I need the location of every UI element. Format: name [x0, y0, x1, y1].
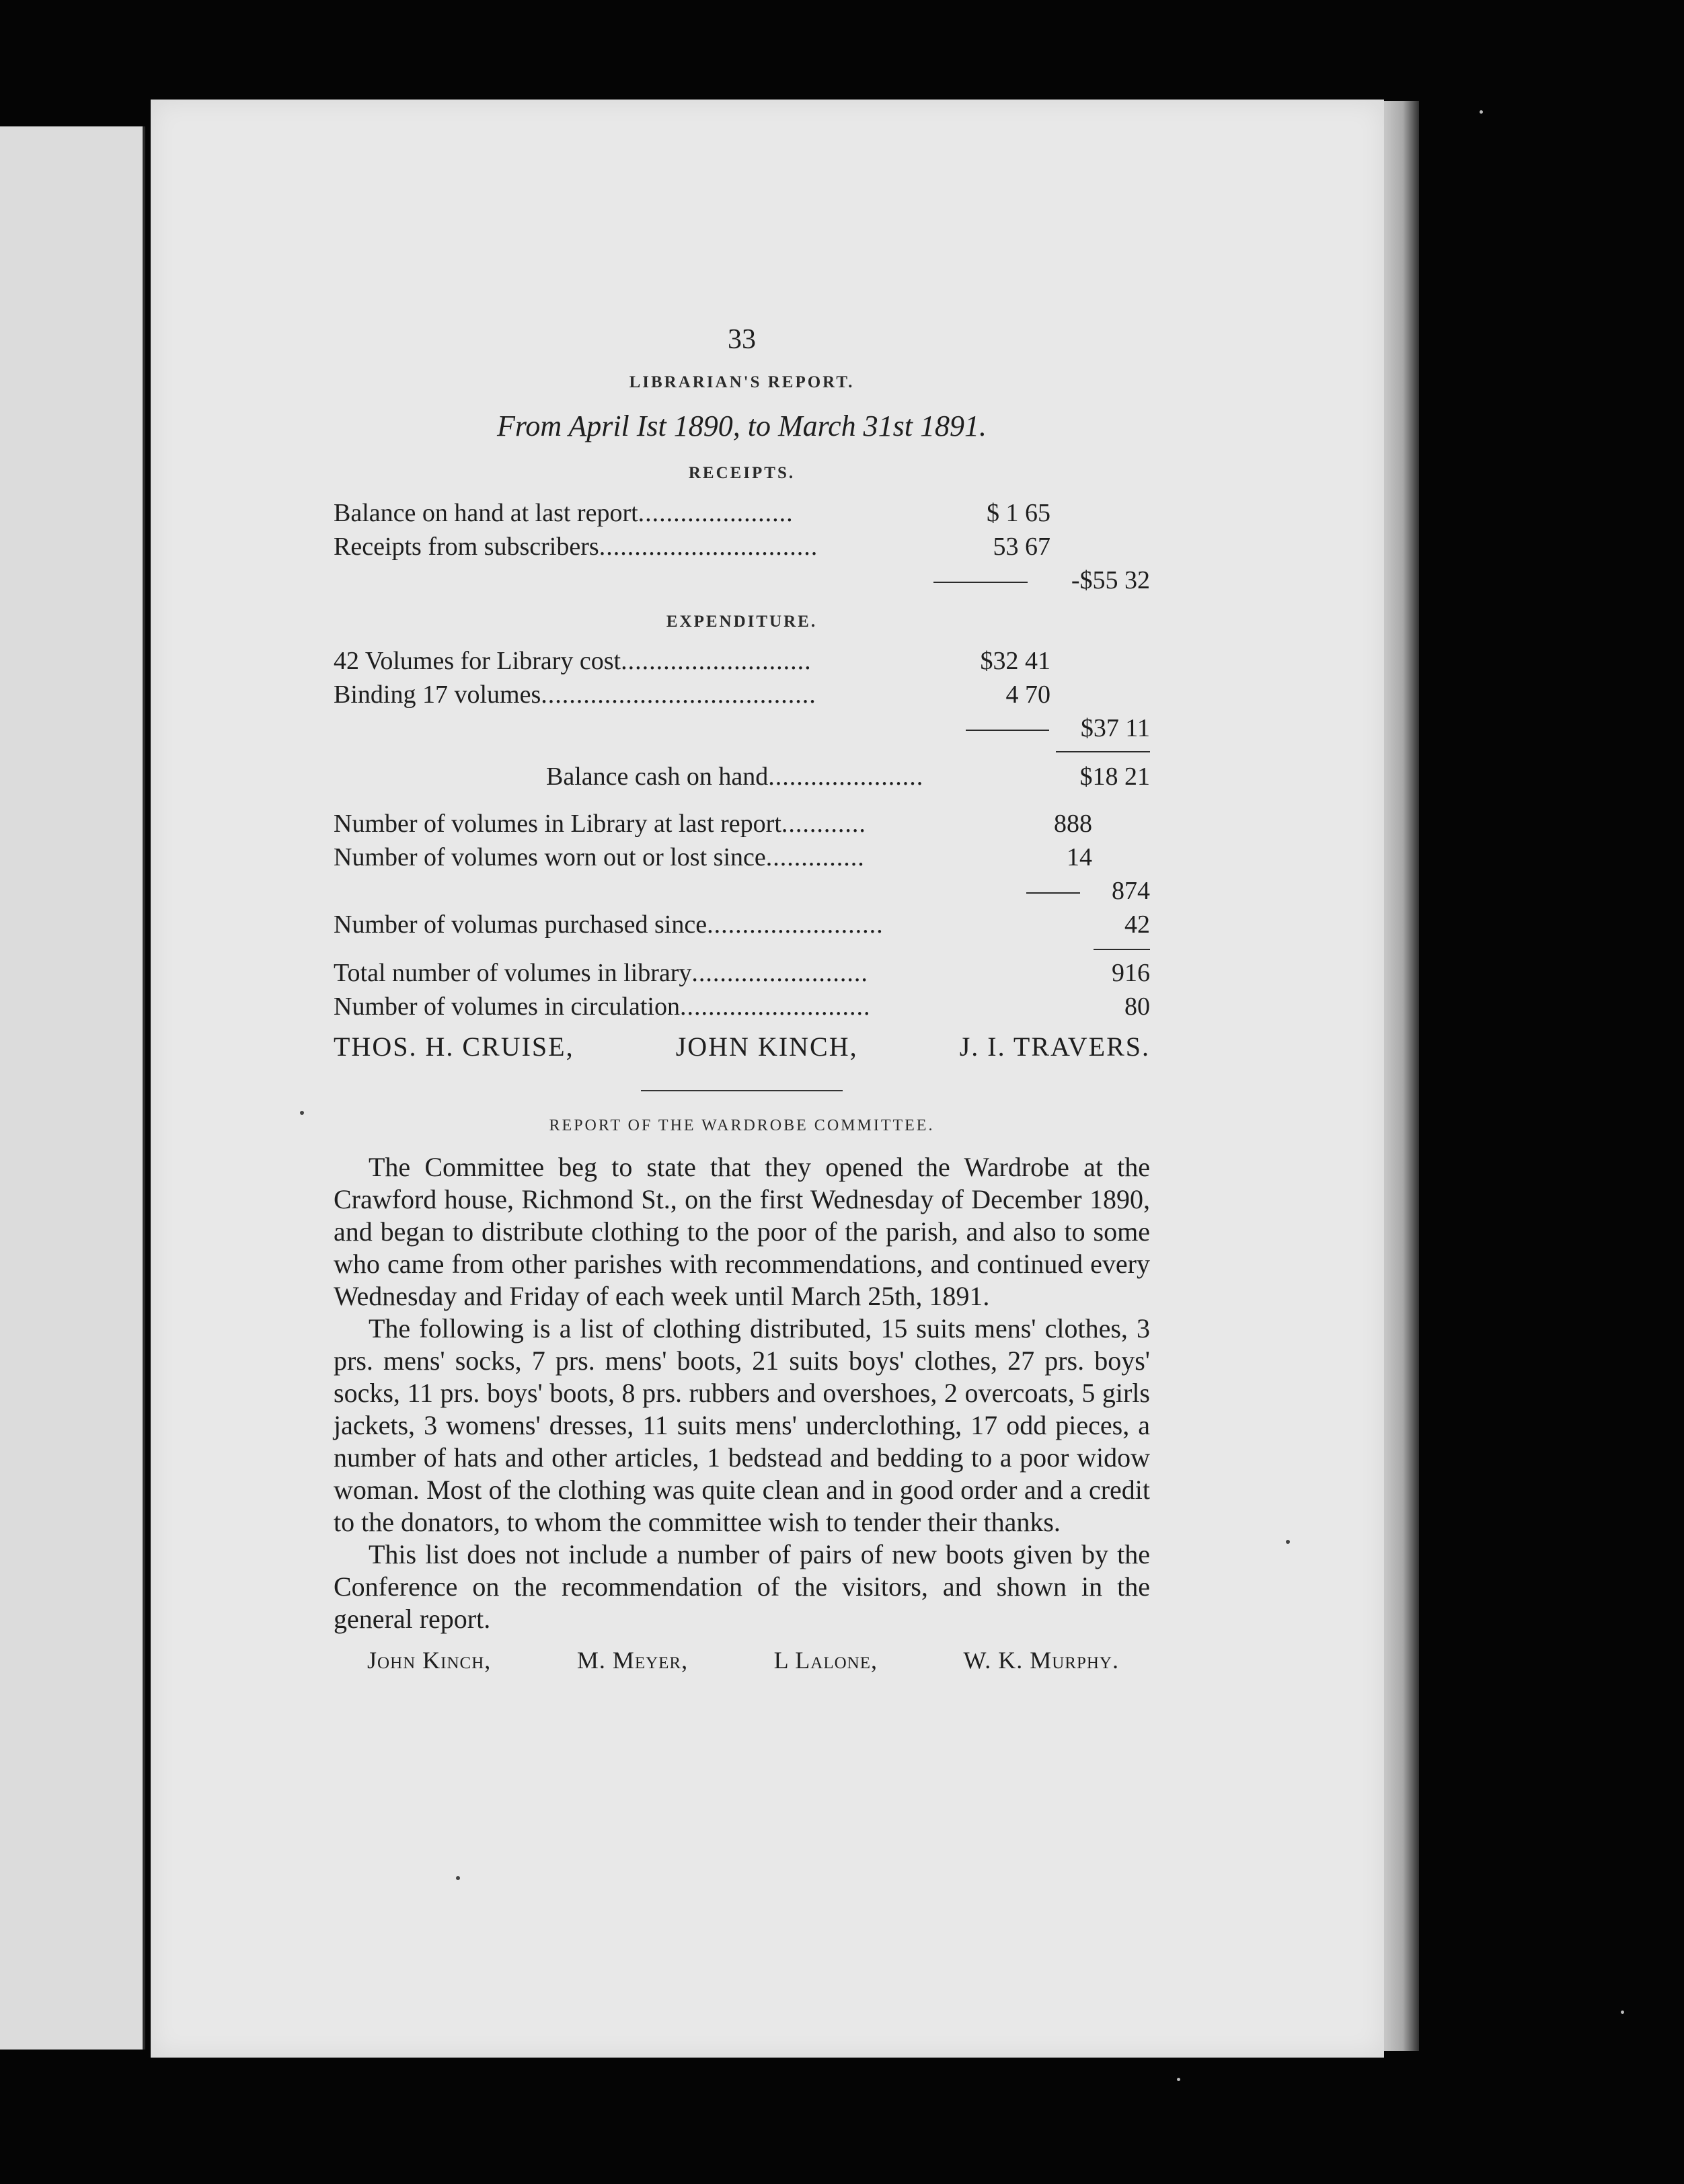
row-label: Number of volumes worn out or lost since	[334, 843, 766, 872]
paragraph: This list does not include a number of pairs of new boots given by the Conference on the recommendation of the visitors, and shown in the general report.	[334, 1539, 1150, 1635]
dust-speck	[1177, 2078, 1180, 2081]
signatory: THOS. H. CRUISE,	[334, 1031, 574, 1062]
ledger-row	[334, 908, 1150, 942]
balance-rule	[1056, 751, 1150, 752]
receipts-heading: RECEIPTS.	[688, 464, 796, 483]
leader-dots: ..............	[765, 843, 865, 872]
ink-speck	[1286, 1540, 1290, 1544]
leader-dots: ...........................	[621, 647, 812, 676]
page-edge	[1379, 101, 1419, 2051]
row-amount: 53 67	[993, 532, 1050, 561]
balance-amount: $18 21	[1079, 763, 1150, 791]
row-amount: 4 70	[1005, 680, 1050, 709]
leader-dots: .........................	[691, 959, 868, 988]
leader-dots: ...........................	[680, 992, 871, 1021]
total-rule-row	[334, 942, 1150, 957]
row-amount: $ 1 65	[987, 498, 1050, 527]
sum-rule	[1026, 892, 1080, 894]
signatory: W. K. Murphy.	[963, 1647, 1119, 1674]
row-amount: 14	[1067, 843, 1092, 872]
row-label: Receipts from subscribers	[334, 532, 599, 561]
wardrobe-signatures	[334, 1645, 1150, 1676]
balance-rule-row	[334, 746, 1150, 760]
ledger-row	[334, 531, 1150, 564]
ledger-row	[334, 841, 1150, 875]
row-label: 42 Volumes for Library cost	[334, 647, 621, 676]
row-amount: 888	[1054, 810, 1092, 838]
ledger-row	[334, 957, 1150, 990]
expenditure-heading: EXPENDITURE.	[666, 612, 818, 631]
expenditure-total: $37 11	[1080, 714, 1150, 743]
ledger-row	[334, 645, 1150, 678]
row-label: Binding 17 volumes	[334, 680, 541, 709]
row-amount: $32 41	[980, 647, 1050, 676]
row-label: Number of volumas purchased since	[334, 910, 707, 939]
sum-rule	[933, 582, 1028, 583]
librarian-report-heading: LIBRARIAN'S REPORT.	[629, 373, 855, 391]
paragraph: The following is a list of clothing distributed, 15 suits mens' clothes, 3 prs. mens' socks, 7 prs. mens' boots, 21 suits boys' clothes, 27 prs. boys' socks, 11 prs. boys' boots, 8 prs. rubbers and overshoes, 2 overcoats, 5 girls jackets, 3 womens' dresses, 11 suits mens' underclothing, 17 odd pieces, a number of hats and other articles, 1 bedstead and bedding to a poor widow woman. Most of the clothing was quite clean and in good order and a credit to the donators, to whom the committee wish to tender their thanks.	[334, 1313, 1150, 1538]
librarian-signatures	[334, 1029, 1150, 1064]
page-number: 33	[728, 324, 756, 355]
ink-speck	[456, 1876, 460, 1880]
leader-dots: .......................................	[541, 680, 816, 709]
row-amount: 42	[1124, 910, 1150, 939]
wardrobe-report-heading: REPORT OF THE WARDROBE COMMITTEE.	[549, 1117, 935, 1135]
receipts-total: -$55 32	[1071, 566, 1150, 594]
leader-dots: .........................	[707, 910, 884, 939]
row-amount: 80	[1124, 992, 1150, 1021]
leader-dots: ...............................	[599, 532, 818, 561]
ledger-row	[334, 678, 1150, 712]
ledger-row	[334, 760, 1150, 794]
leader-dots: ............	[781, 810, 866, 838]
ledger-row	[334, 990, 1150, 1024]
ledger-row	[334, 564, 1150, 598]
signatory: M. Meyer,	[576, 1647, 689, 1674]
leader-dots: ......................	[768, 763, 924, 791]
ledger-row	[334, 808, 1150, 841]
ledger-row	[334, 875, 1150, 908]
row-amount: 916	[1112, 959, 1150, 988]
sum-rule	[966, 730, 1049, 731]
facing-page	[0, 126, 145, 2050]
dust-speck	[1480, 110, 1483, 114]
row-label: Number of volumes in Library at last report	[334, 810, 781, 838]
page-content	[334, 321, 1150, 1676]
dust-speck	[1621, 2011, 1624, 2014]
row-label: Balance on hand at last report	[334, 498, 638, 527]
row-label: Total number of volumes in library	[334, 959, 692, 988]
ledger-row	[334, 712, 1150, 746]
volumes-subtotal: 874	[1112, 877, 1150, 906]
signatory: JOHN KINCH,	[675, 1031, 858, 1062]
ledger-row	[334, 497, 1150, 531]
total-rule	[1094, 949, 1150, 950]
signatory: J. I. TRAVERS.	[959, 1031, 1150, 1062]
paragraph: The Committee beg to state that they opened the Wardrobe at the Crawford house, Richmond St., on the first Wednesday of December 1890, and began to distribute clothing to the poor of the parish, and also to some who came from other parishes with recommendations, and continued every Wednesday and Friday of each week until March 25th, 1891.	[334, 1152, 1150, 1312]
signatory: John Kinch,	[367, 1647, 492, 1674]
signatory: L Lalone,	[773, 1647, 878, 1674]
ink-speck	[300, 1111, 304, 1115]
section-divider	[641, 1090, 843, 1091]
row-label: Number of volumes in circulation	[334, 992, 680, 1021]
report-period: From April Ist 1890, to March 31st 1891.	[496, 410, 987, 443]
row-label: Balance cash on hand	[546, 763, 769, 791]
leader-dots: ......................	[638, 498, 794, 527]
